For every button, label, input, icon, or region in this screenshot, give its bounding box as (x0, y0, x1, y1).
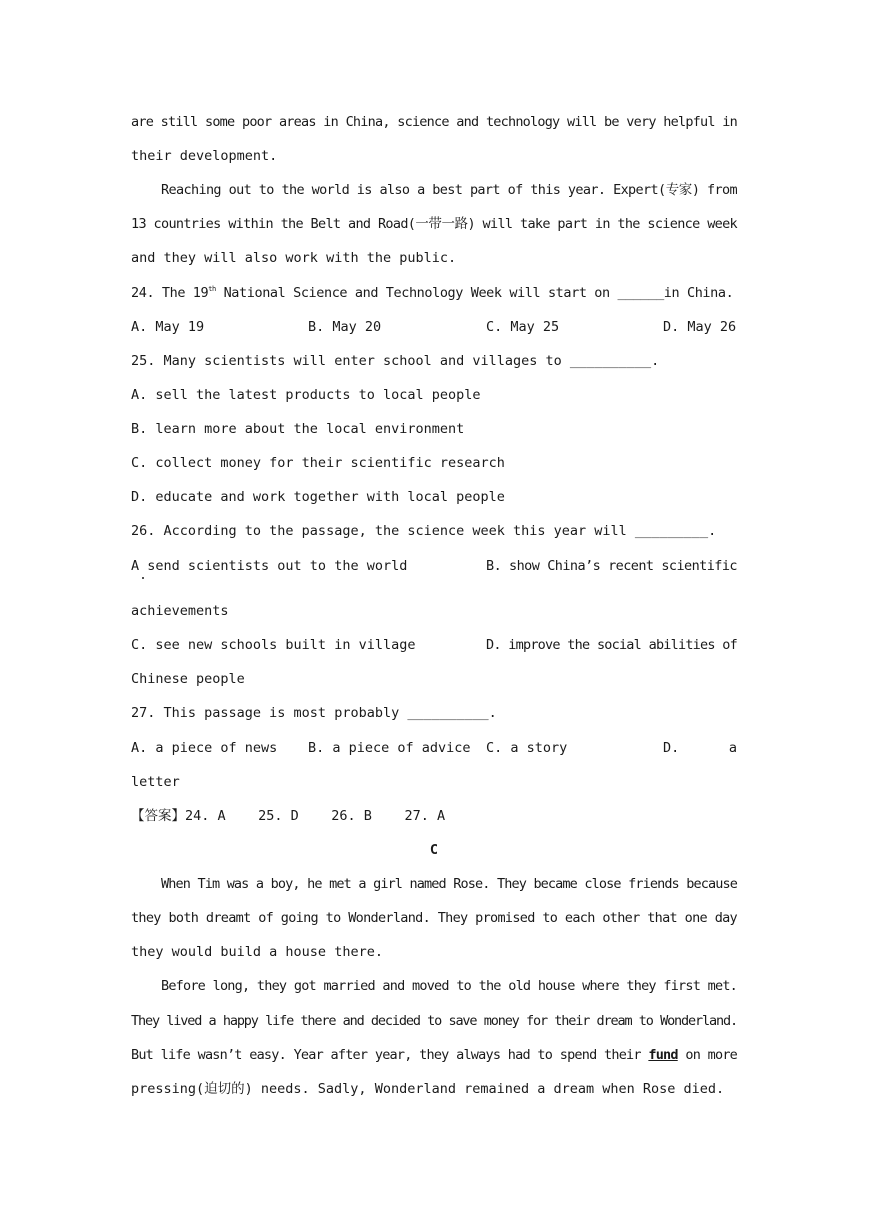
passage-b-line: their development. (131, 148, 278, 164)
passage-c-line: they both dreamt of going to Wonderland. They promised to each other that one day (131, 910, 737, 926)
q25-option-b: B. learn more about the local environment (131, 421, 465, 437)
passage-b-line: are still some poor areas in China, science and technology will be very helpful in (131, 114, 737, 130)
q27-option-d: D. a (663, 740, 737, 756)
q26-option-d-continued: Chinese people (131, 671, 245, 687)
q25-option-d: D. educate and work together with local people (131, 489, 505, 505)
passage-heading: C (429, 842, 439, 858)
q26-option-b: B. show China’s recent scientific (486, 558, 737, 574)
q24-stem-superscript: th (208, 285, 216, 293)
passage-b-line: 13 countries within the Belt and Road(一带一路) will take part in the science week (131, 216, 737, 232)
passage-c-line (131, 1045, 737, 1065)
answer-line (131, 806, 737, 826)
passage-c-text: But life wasn’t easy. Year after year, they always had to spend their (131, 1047, 649, 1063)
q25-option-c: C. collect money for their scientific research (131, 455, 505, 471)
q27-option-c: C. a story (486, 740, 568, 756)
passage-c-line: they would build a house there. (131, 944, 383, 960)
q26-option-d: D. improve the social abilities of (486, 637, 737, 653)
q25-option-a: A. sell the latest products to local people (131, 387, 481, 403)
q27-option-a: A. a piece of news (131, 740, 278, 756)
answer-text: 24. A 25. D 26. B 27. A (185, 808, 446, 824)
question-26-stem: 26. According to the passage, the science week this year will _________. (131, 523, 717, 539)
question-25-stem: 25. Many scientists will enter school and villages to __________. (131, 353, 660, 369)
q26-option-c: C. see new schools built in village (131, 637, 416, 653)
question-24-stem (131, 283, 737, 303)
q24-option-c: C. May 25 (486, 319, 560, 335)
q27-option-d-continued: letter (131, 774, 180, 790)
passage-c-line: They lived a happy life there and decided to save money for their dream to Wonderland. (131, 1013, 737, 1029)
underlined-word-fund: fund (648, 1047, 678, 1063)
q24-option-a: A. May 19 (131, 319, 205, 335)
passage-c-line: When Tim was a boy, he met a girl named Rose. They became close friends because (161, 876, 737, 892)
q26-option-b-continued: achievements (131, 603, 229, 619)
passage-c-text: on more (677, 1047, 738, 1063)
passage-c-line: Before long, they got married and moved to the old house where they first met. (161, 978, 737, 994)
q24-stem-before: 24. The 19 (131, 285, 209, 301)
q24-option-d: D. May 26 (663, 319, 737, 335)
passage-b-line: and they will also work with the public. (131, 250, 457, 266)
q26-option-a: A send scientists out to the world (131, 558, 408, 574)
passage-b-line: Reaching out to the world is also a best part of this year. Expert(专家) from (161, 182, 737, 198)
q24-stem-after: National Science and Technology Week will start on ______in China. (215, 285, 734, 301)
q27-option-b: B. a piece of advice (308, 740, 471, 756)
emphasis-dot (142, 577, 144, 579)
answer-label: 【答案】 (131, 808, 185, 824)
q24-option-b: B. May 20 (308, 319, 382, 335)
passage-c-line: pressing(迫切的) needs. Sadly, Wonderland remained a dream when Rose died. (131, 1081, 725, 1097)
question-27-stem: 27. This passage is most probably __________. (131, 705, 497, 721)
